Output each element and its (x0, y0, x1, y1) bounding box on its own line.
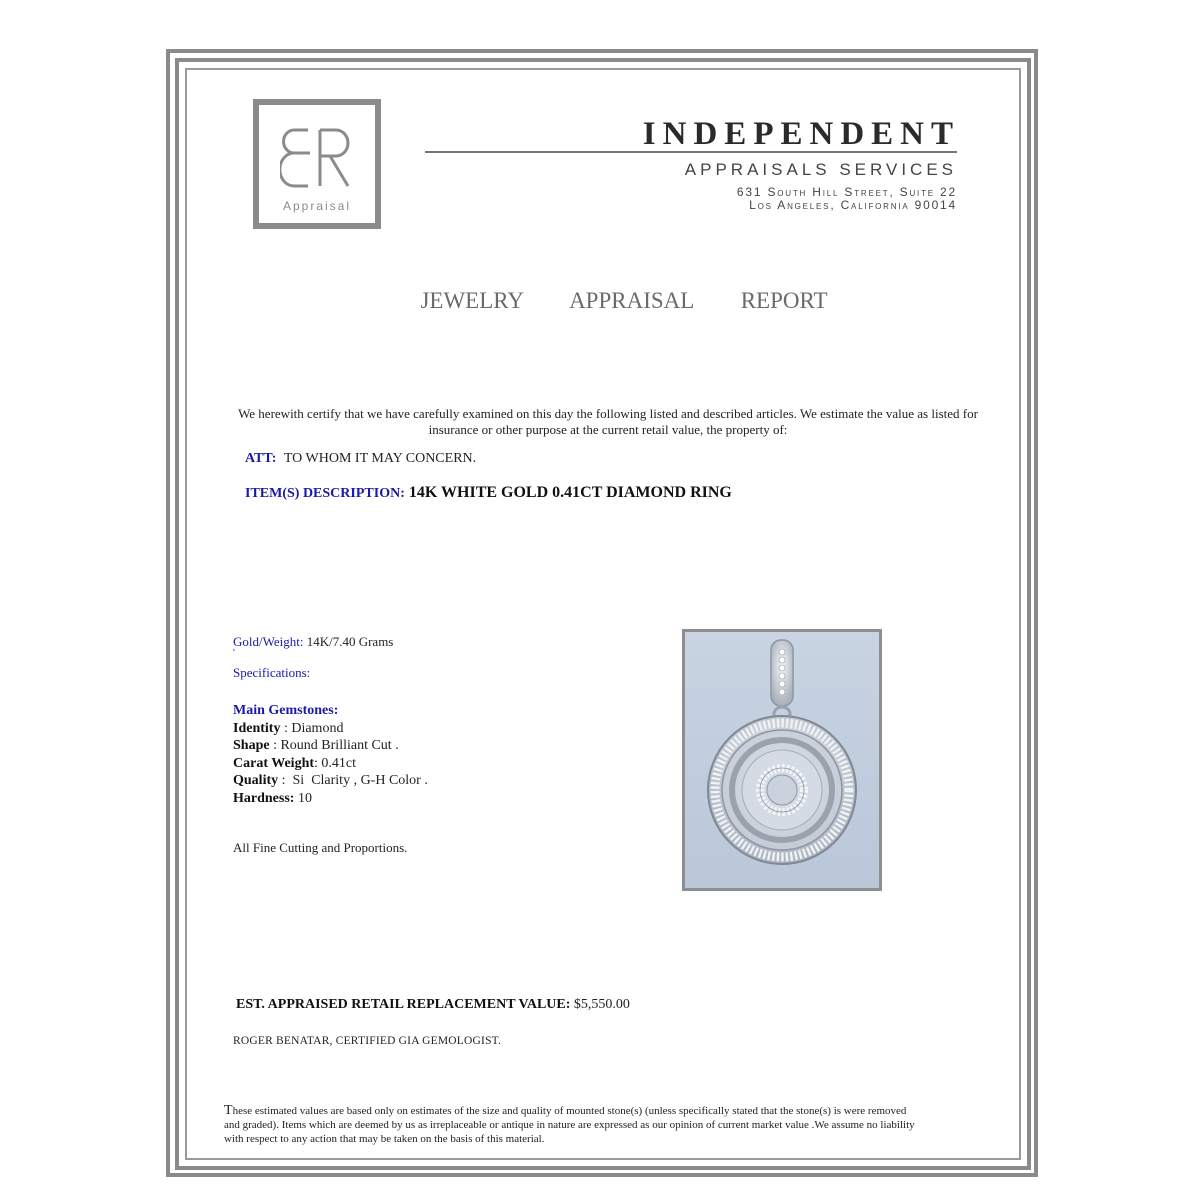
quality-value: : Si Clarity , G-H Color . (278, 773, 428, 789)
header-rule (425, 151, 957, 153)
item-description-value: 14K WHITE GOLD 0.41CT DIAMOND RING (408, 484, 732, 501)
att-value: TO WHOM IT MAY CONCERN. (283, 451, 477, 466)
quality-label: Quality (233, 773, 279, 789)
estimated-value-row (236, 997, 630, 1013)
main-gemstones-heading: Main Gemstones: (233, 703, 339, 718)
item-description-row (245, 484, 732, 502)
hardness-value: 10 (294, 790, 312, 806)
br-logo-icon (280, 126, 360, 190)
att-row (245, 451, 476, 467)
hardness-row (233, 790, 428, 808)
jewelry-photo (682, 629, 882, 891)
identity-label: Identity (233, 720, 281, 736)
gemologist-signature-line: ROGER BENATAR, CERTIFIED GIA GEMOLOGIST. (233, 1035, 502, 1047)
fine-cutting-note: All Fine Cutting and Proportions. (233, 840, 408, 855)
shape-value: : Round Brilliant Cut . (269, 738, 399, 754)
disclaimer-first-letter: T (224, 1103, 233, 1118)
estimated-value-label: EST. APPRAISED RETAIL REPLACEMENT VALUE: (236, 997, 571, 1012)
gold-weight-row (233, 634, 393, 650)
company-name: INDEPENDENT (642, 116, 960, 152)
gold-weight-value: 14K/7.40 Grams (306, 634, 394, 649)
shape-row (233, 737, 428, 755)
gold-weight-label: Gold/Weight: (233, 634, 304, 649)
disclaimer-text (224, 1104, 924, 1146)
company-address-line1: 631 South Hill Street, Suite 22 (736, 185, 957, 199)
identity-row (233, 720, 428, 738)
hardness-label: Hardness: (233, 790, 295, 806)
company-address-line2: Los Angeles, California 90014 (749, 198, 957, 212)
pendant-illustration (685, 632, 879, 888)
specifications-label: Specifications: (233, 665, 311, 680)
tick-mark: ' (233, 648, 235, 659)
certification-text: We herewith certify that we have carefully examined on this day the following listed and described articles. We estimate the value as listed for insurance or other purpose at the current retail value, the property of: (238, 406, 978, 437)
item-description-label: ITEM(S) DESCRIPTION: (245, 486, 405, 501)
quality-row (233, 772, 428, 790)
estimated-value-amount: $5,550.00 (570, 997, 630, 1012)
disclaimer-body: hese estimated values are based only on estimates of the size and quality of mounted stone(s) (unless specifically stated that the stone(s) is were removed and graded). Items which are deemed by us as irreplaceable or antique in nature are expressed as our opinion of current market value .We assume no liability with respect to any action that may be taken on the basis of this material. (224, 1105, 915, 1145)
company-subtitle: APPRAISALS SERVICES (684, 160, 957, 179)
carat-value: : 0.41ct (314, 755, 357, 771)
carat-row (233, 755, 428, 773)
main-gemstones-block (233, 702, 428, 808)
logo-label: Appraisal (282, 199, 352, 213)
report-title: JEWELRY APPRAISAL REPORT (420, 288, 828, 313)
att-label: ATT: (245, 451, 277, 466)
carat-label: Carat Weight (233, 755, 315, 771)
identity-value: : Diamond (280, 720, 344, 736)
shape-label: Shape (233, 738, 270, 754)
